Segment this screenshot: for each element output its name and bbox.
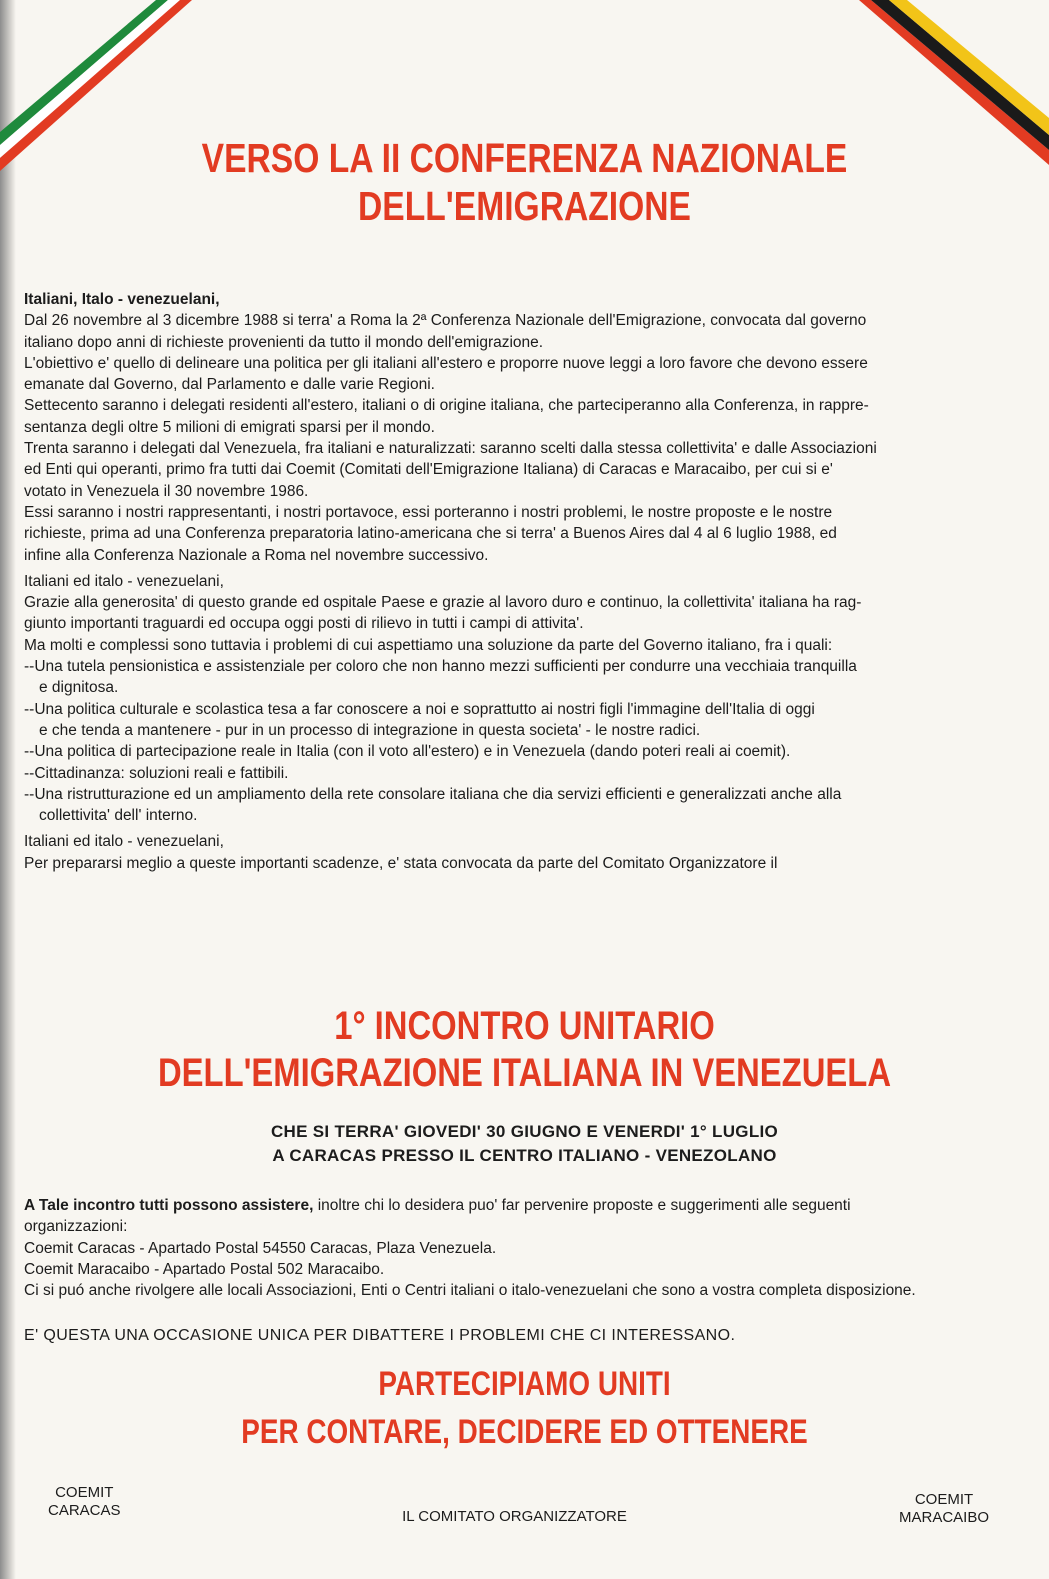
contact-caracas: Coemit Caracas - Apartado Postal 54550 Caracas, Plaza Venezuela. bbox=[24, 1239, 497, 1257]
signature-line: COEMIT bbox=[55, 1484, 114, 1501]
slogan-line-2: PER CONTARE, DECIDERE ED OTTENERE bbox=[241, 1413, 808, 1451]
intro-line: L'obiettivo e' quello di delineare una politica per gli italiani all'estero e proporre nuove leggi a loro favore che devono essere bbox=[24, 354, 868, 372]
problem-item: --Una tutela pensionistica e assistenziale per coloro che non hanno mezzi sufficienti per condurre una vecchiaia tranquilla bbox=[24, 658, 857, 676]
closing-statement: E' QUESTA UNA OCCASIONE UNICA PER DIBATTERE I PROBLEMI CHE CI INTERESSANO. bbox=[24, 1327, 736, 1344]
signature-line: MARACAIBO bbox=[898, 1509, 989, 1526]
problem-item: --Una politica di partecipazione reale in Italia (con il voto all'estero) e in Venezuela (dando poteri reali ai coemit). bbox=[24, 743, 791, 761]
signature-line: COEMIT bbox=[914, 1491, 974, 1508]
section2-line: Grazie alla generosita' di questo grande ed ospitale Paese e grazie al lavoro duro e continuo, la collettivita' italiana ha rag- bbox=[24, 594, 862, 612]
contacts-text bbox=[24, 1195, 1024, 1301]
intro-line: Essi saranno i nostri rappresentanti, i nostri portavoce, essi porteranno i nostri problemi, le nostre proposte e le nostre bbox=[24, 503, 833, 521]
section2-greeting: Italiani ed italo - venezuelani, bbox=[24, 572, 224, 590]
event-location-line: A CARACAS PRESSO IL CENTRO ITALIANO - VENEZOLANO bbox=[272, 1146, 777, 1165]
section2-line: Ma molti e complessi sono tuttavia i problemi di cui aspettiamo una soluzione da parte del Governo italiano, fra i quali: bbox=[24, 636, 833, 654]
intro-line: Trenta saranno i delegati dal Venezuela, fra italiani e naturalizzati: saranno scelti dalla stessa collettivita' e dalle Associazioni bbox=[24, 440, 877, 458]
event-title bbox=[94, 1003, 954, 1097]
intro-line: richieste, prima ad una Conferenza preparatoria latino-americana che si terra' a Buenos Aires dal 4 al 6 luglio 1988, ed bbox=[24, 525, 837, 543]
intro-line: Dal 26 novembre al 3 dicembre 1988 si terra' a Roma la 2ª Conferenza Nazionale dell'Emigrazione, convocata dal governo bbox=[24, 312, 867, 330]
signature-line: CARACAS bbox=[48, 1502, 121, 1519]
main-title-line-1: VERSO LA II CONFERENZA NAZIONALE bbox=[201, 135, 848, 181]
page-spine-shadow bbox=[0, 0, 16, 1579]
problem-item: --Una ristrutturazione ed un ampliamento della rete consolare italiana che dia servizi efficienti e generalizzati anche alla bbox=[24, 785, 842, 803]
problem-item-cont: e che tenda a mantenere - pur in un processo di integrazione in questa societa' - le nostre radici. bbox=[39, 721, 701, 739]
intro-line: italiano dopo anni di richieste provenienti da tutto il mondo dell'emigrazione. bbox=[24, 333, 544, 351]
contacts-lead-bold: A Tale incontro tutti possono assistere, bbox=[24, 1197, 314, 1214]
contact-maracaibo: Coemit Maracaibo - Apartado Postal 502 Maracaibo. bbox=[24, 1260, 385, 1278]
signature-comitato: IL COMITATO ORGANIZZATORE bbox=[402, 1508, 627, 1525]
intro-line: infine alla Conferenza Nazionale a Roma nel novembre successivo. bbox=[24, 546, 489, 564]
signature-coemit-maracaibo bbox=[899, 1491, 989, 1527]
intro-greeting: Italiani, Italo - venezuelani, bbox=[24, 291, 220, 308]
slogan bbox=[94, 1360, 954, 1456]
problem-item-cont: e dignitosa. bbox=[39, 679, 119, 697]
event-details bbox=[0, 1120, 1049, 1168]
contacts-lead bbox=[24, 1195, 1024, 1216]
intro-text bbox=[24, 289, 1024, 874]
contact-note: Ci si puó anche rivolgere alle locali Associazioni, Enti o Centri italiani o italo-venezuelani che sono a vostra completa disposizione. bbox=[24, 1282, 916, 1300]
intro-line: sentanza degli oltre 5 milioni di emigrati sparsi per il mondo. bbox=[24, 418, 435, 436]
intro-line: Settecento saranno i delegati residenti all'estero, italiani o di origine italiana, che parteciperanno alla Conferenza, in rappre- bbox=[24, 397, 869, 415]
problem-item: --Cittadinanza: soluzioni reali e fattibili. bbox=[24, 764, 289, 782]
section2-line: giunto importanti traguardi ed occupa oggi posti di rilievo in tutti i campi di attivita'. bbox=[24, 615, 584, 633]
problem-item-cont: collettivita' dell' interno. bbox=[39, 807, 198, 825]
contacts-lead-rest: inoltre chi lo desidera puo' far pervenire proposte e suggerimenti alle seguenti bbox=[313, 1197, 851, 1214]
contacts-lead-cont: organizzazioni: bbox=[24, 1218, 128, 1236]
event-title-line-1: 1° INCONTRO UNITARIO bbox=[334, 1004, 715, 1048]
section3-line: Per prepararsi meglio a queste importanti scadenze, e' stata convocata da parte del Comitato Organizzatore il bbox=[24, 854, 778, 872]
intro-line: emanate dal Governo, dal Parlamento e dalle varie Regioni. bbox=[24, 376, 435, 394]
section3-greeting: Italiani ed italo - venezuelani, bbox=[24, 833, 224, 851]
slogan-line-1: PARTECIPIAMO UNITI bbox=[378, 1365, 671, 1403]
main-title bbox=[94, 134, 954, 230]
intro-line: votato in Venezuela il 30 novembre 1986. bbox=[24, 482, 309, 500]
problem-item: --Una politica culturale e scolastica tesa a far conoscere a noi e soprattutto ai nostri figli l'immagine dell'Italia di oggi bbox=[24, 700, 815, 718]
intro-line: ed Enti qui operanti, primo fra tutti dai Coemit (Comitati dell'Emigrazione Italiana) di Caracas e Maracaibo, per cui si e' bbox=[24, 461, 833, 479]
event-date-line: CHE SI TERRA' GIOVEDI' 30 GIUGNO E VENERDI' 1° LUGLIO bbox=[270, 1122, 779, 1141]
event-title-line-2: DELL'EMIGRAZIONE ITALIANA IN VENEZUELA bbox=[157, 1051, 892, 1095]
main-title-line-2: DELL'EMIGRAZIONE bbox=[358, 183, 691, 229]
